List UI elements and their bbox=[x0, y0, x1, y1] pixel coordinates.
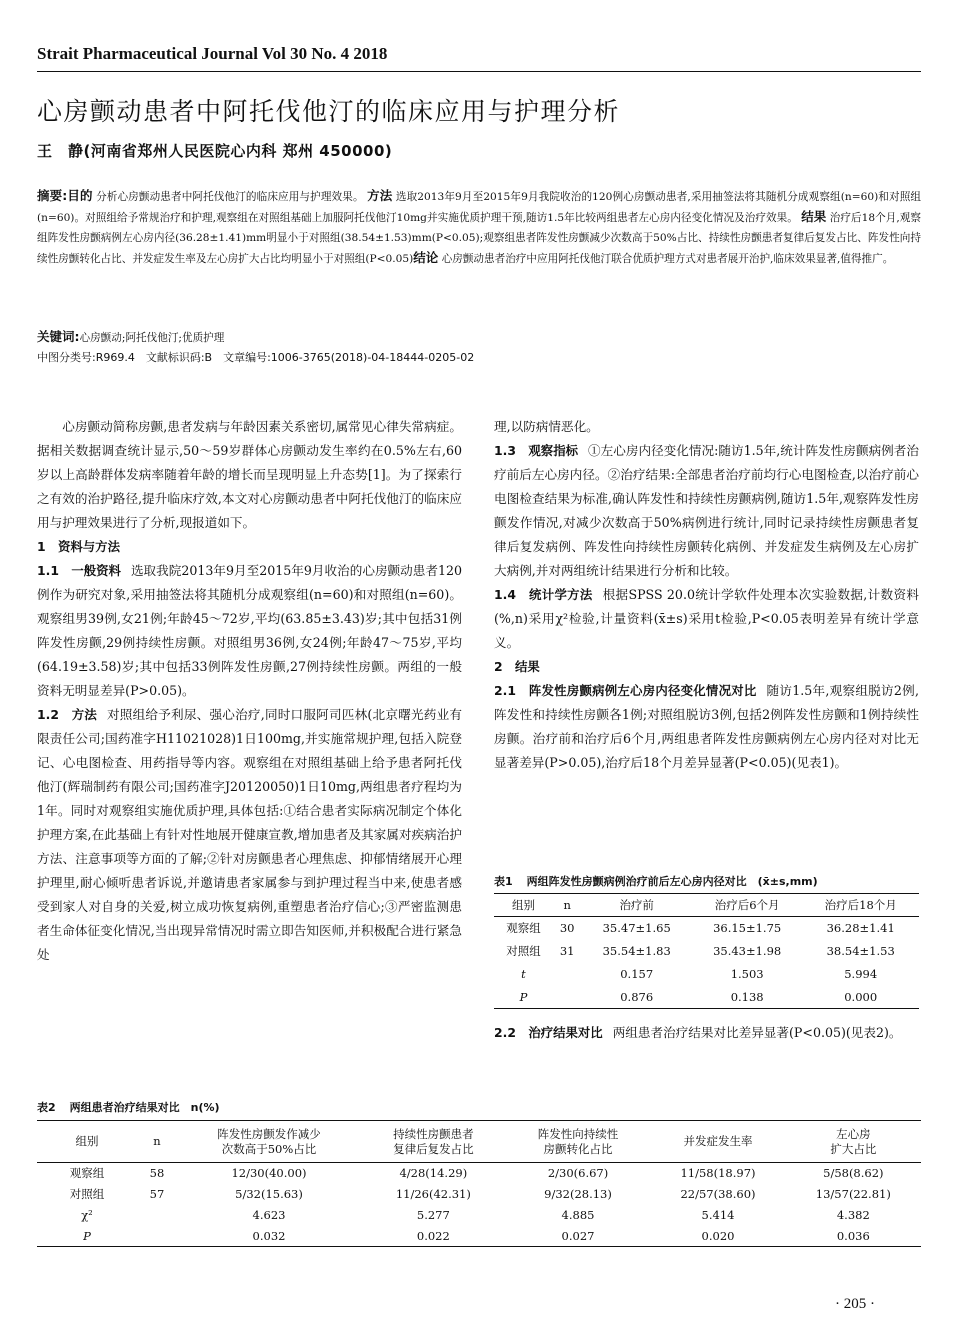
keywords bbox=[37, 327, 224, 348]
table-2-title: 两组患者治疗结果对比 n(%) bbox=[69, 1101, 220, 1114]
table-2-header bbox=[786, 1121, 921, 1163]
table-cell: 0.022 bbox=[416, 1228, 450, 1243]
table-2-header bbox=[137, 1121, 177, 1163]
intro-paragraph: 心房颤动简称房颤,患者发病与年龄因素关系密切,属常见心律失常病症。据相关数据调查统计显示,50～59岁群体心房颤动发生率约在0.5%左右,60岁以上高龄群体发病率随着年龄的增长而呈现明显上升态势[1]。为了探索行之有效的治护路径,提升临床疗效,本文对心房颤动患者中阿托伐他汀的临床应用与护理效果进行了分析,现报道如下。 bbox=[37, 419, 462, 530]
table-2-label: 表2 bbox=[37, 1101, 56, 1114]
table-1-header: 治疗后18个月 bbox=[824, 898, 897, 912]
section-2-1-text: 随访1.5年,观察组脱访2例,阵发性和持续性房颤各1例;对照组脱访3例,包括2例阵发性房颤和1例持续性房颤。治疗前和治疗后6个月,两组患者阵发性房颤病例左心房内径对对比无显著差异(P>0.05),治疗后18个月差异显著(P<0.05)(见表1)。 bbox=[494, 683, 919, 770]
table-cell: 1.503 bbox=[730, 967, 764, 981]
table-cell bbox=[137, 1226, 177, 1247]
table-cell: 0.000 bbox=[844, 989, 878, 1004]
table-cell: 12/30(40.00) bbox=[231, 1166, 307, 1181]
page-number: · 205 · bbox=[835, 1296, 875, 1312]
abstract-methods-label: 方法 bbox=[367, 188, 393, 203]
section-1-2 bbox=[37, 703, 462, 967]
abstract-objective: 分析心房颤动患者中阿托伐他汀的临床应用与护理效果。 bbox=[96, 191, 364, 203]
table-2-header-line: 左心房 bbox=[836, 1126, 871, 1141]
table-cell: 11/58(18.97) bbox=[680, 1166, 756, 1181]
table-1-header: n bbox=[563, 898, 571, 912]
article-title: 心房颤动患者中阿托伐他汀的临床应用与护理分析 bbox=[37, 97, 621, 126]
section-2-2 bbox=[494, 1021, 919, 1045]
section-1-4 bbox=[494, 583, 919, 655]
abstract-results: 治疗后18个月,观察组阵发性房颤病例左心房内径(36.28±1.41)mm明显小于对照组(38.54±1.53)mm(P<0.05);观察组患者阵发性房颤减少次数高于50%占比、持续性房颤患者复律后复发占比、阵发性向持续性房颤转化占比、并发症发生率及左心房扩大占比均明显小于对照组(P<0.05) bbox=[37, 212, 921, 265]
table-cell: 35.43±1.98 bbox=[713, 944, 782, 958]
table-2-header bbox=[361, 1121, 506, 1163]
table-cell: 4/28(14.29) bbox=[399, 1166, 468, 1181]
table-2-header-line: 组别 bbox=[75, 1134, 99, 1148]
table-cell: 35.47±1.65 bbox=[602, 921, 671, 936]
table-cell bbox=[553, 963, 582, 986]
section-1-3-text: ①左心房内径变化情况:随访1.5年,统计阵发性房颤病例者治疗前后左心房内径。②治疗结果:全部患者治疗前均行心电图检查,以治疗前心电图检查结果为标准,确认阵发性和持续性房颤病例,随访1.5年,观察阵发性房颤发作情况,对减少次数高于50%病例进行统计,同时记录持续性房颤患者复律后复发病例、阵发性向持续性房颤转化病例、并发症发生病例及左心房扩大病例,并对两组统计结果进行分析和比较。 bbox=[494, 443, 919, 578]
table-2-caption bbox=[37, 1099, 234, 1115]
table-1 bbox=[494, 893, 919, 1009]
table-cell: 5/58(8.62) bbox=[823, 1166, 884, 1181]
continued-text: 理,以防病情恶化。 bbox=[494, 419, 599, 434]
table-cell bbox=[553, 986, 582, 1009]
table-cell: 5.414 bbox=[701, 1208, 735, 1222]
table-cell: 58 bbox=[149, 1166, 165, 1181]
table-row bbox=[37, 1163, 921, 1184]
table-2-header-line: 并发症发生率 bbox=[683, 1134, 753, 1148]
classification-line: 中图分类号:R969.4 文献标识码:B 文章编号:1006-3765(2018)-04-18444-0205-02 bbox=[37, 351, 475, 364]
table-2-header-line: 阵发性房颤发作减少 bbox=[217, 1126, 321, 1141]
section-1-1-heading: 1.1 一般资料 bbox=[37, 563, 121, 578]
section-1-3 bbox=[494, 439, 919, 583]
abstract-methods: 选取2013年9月至2015年9月我院收治的120例心房颤动患者,采用抽签法将其随机分成观察组(n=60)和对照组(n=60)。对照组给予常规治疗和护理,观察组在对照组基础上加服阿托伐他汀10mg并实施优质护理干预,随访1.5年比较两组患者左心房内径变化情况及治疗效果。 bbox=[37, 191, 922, 224]
section-2-heading: 2 结果 bbox=[494, 659, 540, 674]
table-cell: 4.382 bbox=[836, 1208, 870, 1222]
table-1-header: 治疗前 bbox=[619, 898, 654, 912]
table-1-header-row bbox=[494, 894, 919, 917]
table-1-label: 表1 bbox=[494, 875, 513, 888]
table-cell: 0.036 bbox=[836, 1228, 870, 1243]
keywords-text: 心房颤动;阿托伐他汀;优质护理 bbox=[79, 332, 225, 344]
table-2-header-line: 扩大占比 bbox=[830, 1141, 877, 1156]
table-cell: 36.28±1.41 bbox=[826, 921, 895, 936]
abstract-label: 摘要: bbox=[37, 188, 68, 203]
keywords-label: 关键词: bbox=[37, 329, 80, 344]
table-2-header-line: 房颤转化占比 bbox=[543, 1141, 613, 1156]
section-2-1 bbox=[494, 679, 919, 775]
table-cell: 0.876 bbox=[620, 989, 654, 1004]
table-cell: 22/57(38.60) bbox=[680, 1187, 756, 1201]
table-2-header bbox=[177, 1121, 361, 1163]
table-row bbox=[37, 1184, 921, 1205]
section-2-2-text: 两组患者治疗结果对比差异显著(P<0.05)(见表2)。 bbox=[612, 1025, 902, 1040]
left-column bbox=[37, 415, 462, 967]
table-1-header: 组别 bbox=[511, 898, 535, 912]
section-2-2-block bbox=[494, 1021, 919, 1045]
table-cell: 57 bbox=[149, 1187, 165, 1201]
table-2-header bbox=[37, 1121, 137, 1163]
table-2 bbox=[37, 1120, 921, 1247]
table-cell: 35.54±1.83 bbox=[602, 944, 671, 958]
table-cell: 9/32(28.13) bbox=[544, 1187, 612, 1201]
section-1-4-heading: 1.4 统计学方法 bbox=[494, 587, 593, 602]
table-cell: 0.027 bbox=[561, 1228, 595, 1243]
table-1-title: 两组阵发性房颤病例治疗前后左心房内径对比 (x̄±s,mm) bbox=[526, 875, 818, 888]
table-cell: t bbox=[521, 967, 526, 981]
table-cell bbox=[137, 1205, 177, 1226]
table-cell: 对照组 bbox=[69, 1187, 105, 1201]
section-1-1 bbox=[37, 559, 462, 703]
table-cell: 5.994 bbox=[844, 967, 878, 981]
table-2-header-line: 持续性房颤患者 bbox=[393, 1126, 474, 1141]
abstract-conclusion: 心房颤动患者治疗中应用阿托伐他汀联合优质护理方式对患者展开治护,临床效果显著,值得推广。 bbox=[441, 253, 894, 265]
section-1-1-text: 选取我院2013年9月至2015年9月收治的心房颤动患者120例作为研究对象,采用抽签法将其随机分成观察组(n=60)和对照组(n=60)。观察组男39例,女21例;年龄45～72岁,平均(63.85±3.43)岁;其中包括31例阵发性房颤,29例持续性房颤。对照组男36例,女24例;年龄47～75岁,平均(64.19±3.58)岁;其中包括33例阵发性房颤,27例持续性房颤。两组的一般资料无明显差异(P>0.05)。 bbox=[37, 563, 462, 698]
table-cell: 31 bbox=[559, 944, 575, 958]
table-row bbox=[37, 1205, 921, 1226]
table-cell: 观察组 bbox=[506, 921, 541, 936]
journal-header: Strait Pharmaceutical Journal Vol 30 No. 4 2018 bbox=[37, 44, 388, 63]
table-2-header bbox=[506, 1121, 651, 1163]
table-2-header-line: 次数高于50%占比 bbox=[221, 1141, 317, 1156]
table-2-header bbox=[650, 1121, 785, 1163]
table-2-header-row bbox=[37, 1121, 921, 1163]
table-cell: 13/57(22.81) bbox=[815, 1187, 891, 1201]
table-row bbox=[494, 986, 919, 1009]
table-row bbox=[494, 917, 919, 940]
table-cell: 11/26(42.31) bbox=[395, 1187, 471, 1201]
table-cell: 5/32(15.63) bbox=[235, 1187, 303, 1201]
table-cell: 5.277 bbox=[416, 1208, 450, 1222]
table-2-header-line: n bbox=[153, 1134, 161, 1148]
table-cell: 0.157 bbox=[620, 967, 654, 981]
abstract-results-label: 结果 bbox=[801, 209, 827, 224]
table-cell: P bbox=[83, 1228, 91, 1243]
table-2-header-line: 阵发性向持续性 bbox=[537, 1126, 619, 1141]
table-cell: 0.032 bbox=[252, 1228, 286, 1243]
abstract-objective-label: 目的 bbox=[67, 188, 93, 203]
section-1-2-heading: 1.2 方法 bbox=[37, 707, 97, 722]
right-column bbox=[494, 415, 919, 775]
section-2-1-heading: 2.1 阵发性房颤病例左心房内径变化情况对比 bbox=[494, 683, 757, 698]
table-cell: 0.138 bbox=[730, 989, 764, 1004]
table-cell: 36.15±1.75 bbox=[713, 921, 782, 936]
header-rule bbox=[37, 71, 921, 72]
table-cell: 38.54±1.53 bbox=[826, 944, 895, 958]
section-1-2-text: 对照组给予利尿、强心治疗,同时口服阿司匹林(北京曙光药业有限责任公司;国药准字H11021028)1日100mg,并实施常规护理,包括入院登记、心电图检查、用药指导等内容。观察组在对照组基础上给予患者阿托伐他汀(辉瑞制药有限公司;国药准字J20120050)1日10mg,两组患者疗程均为1年。同时对观察组实施优质护理,具体包括:①结合患者实际病况制定个体化护理方案,在此基础上有针对性地展开健康宣教,增加患者及其家属对疾病治护方法、注意事项等方面的了解;②针对房颤患者心理焦虑、抑郁情绪展开心理护理里,耐心倾听患者诉说,并邀请患者家属参与到护理过程当中来,使患者感受到家人对自身的关爱,树立成功恢复病例,重塑患者治疗信心;③严密监测患者生命体征变化情况,当出现异常情况时需立即告知医师,并积极配合进行紧急处 bbox=[37, 707, 463, 962]
table-row bbox=[494, 963, 919, 986]
table-1-caption bbox=[494, 873, 919, 889]
table-cell: P bbox=[519, 989, 528, 1004]
table-row bbox=[494, 940, 919, 963]
author-affiliation: 王 静(河南省郑州人民医院心内科 郑州 450000) bbox=[37, 142, 393, 160]
section-1-3-heading: 1.3 观察指标 bbox=[494, 443, 579, 458]
table-cell: 对照组 bbox=[506, 944, 541, 958]
abstract bbox=[37, 186, 921, 269]
table-cell: 4.623 bbox=[252, 1208, 286, 1222]
table-cell: 0.020 bbox=[701, 1228, 735, 1243]
table-cell: 2/30(6.67) bbox=[547, 1166, 609, 1181]
table-1-header: 治疗后6个月 bbox=[714, 898, 780, 912]
table-cell: 4.885 bbox=[561, 1208, 595, 1222]
section-1-heading: 1 资料与方法 bbox=[37, 539, 120, 554]
table-cell: χ² bbox=[81, 1208, 93, 1222]
table-2-header-line: 复律后复发占比 bbox=[393, 1141, 474, 1156]
abstract-conclusion-label: 结论 bbox=[413, 250, 439, 265]
section-2-2-heading: 2.2 治疗结果对比 bbox=[494, 1025, 603, 1040]
table-cell: 30 bbox=[559, 921, 575, 936]
table-row bbox=[37, 1226, 921, 1247]
table-cell: 观察组 bbox=[69, 1166, 105, 1181]
section-1-4-text: 根据SPSS 20.0统计学软件处理本次实验数据,计数资料(%,n)采用χ²检验,计量资料(x̄±s)采用t检验,P<0.05表明差异有统计学意义。 bbox=[494, 587, 919, 650]
